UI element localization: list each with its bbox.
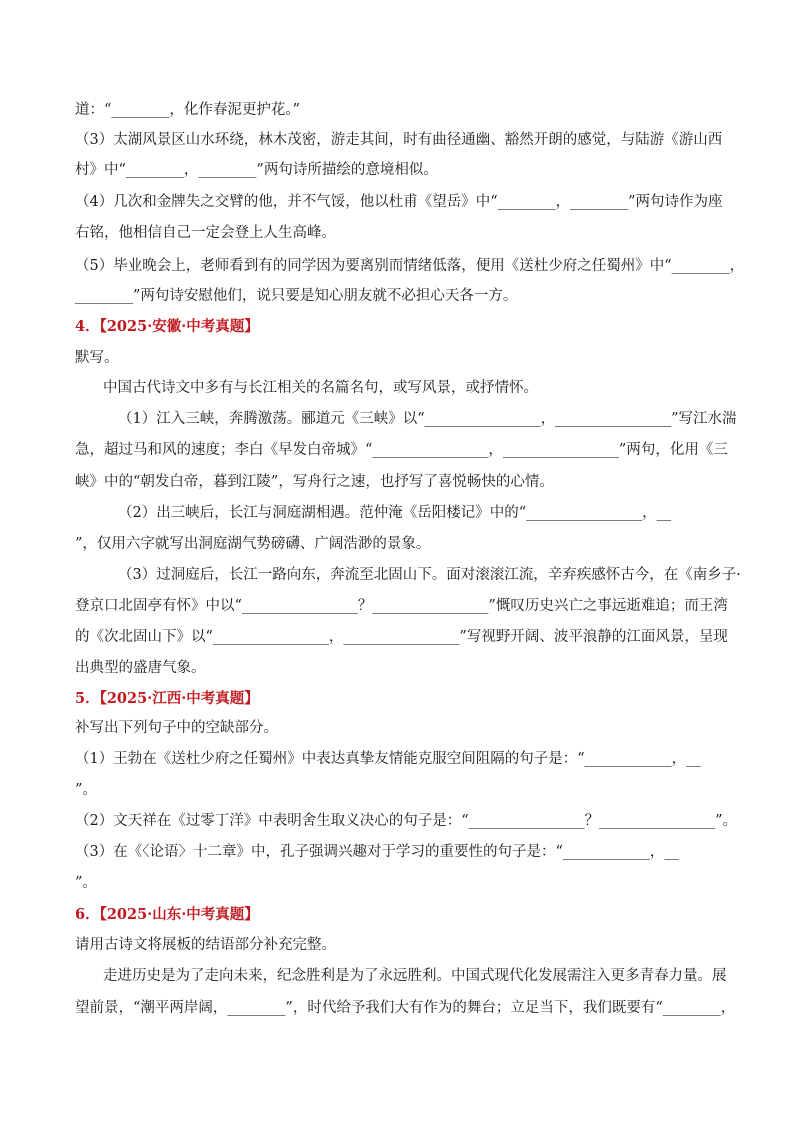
q6-line-2: 望前景，“潮平两岸阔，________”，时代给予我们大有作为的舞台；立足当下，我们既要有“________， [75,1000,736,1016]
q5-line-4: （3）在《〈论语〉十二章》中，孔子强调兴趣对于学习的重要性的句子是：“____________，__ [75,844,679,860]
q6-line-1: 走进历史是为了走向未来，纪念胜利是为了永远胜利。中国式现代化发展需注入更多青春力量。展 [103,968,727,984]
q5-instruction: 补写出下列句子中的空缺部分。 [75,720,278,736]
q4-line-9: 出典型的盛唐气象。 [75,660,206,676]
q4-line-1: （1）江入三峡，奔腾激荡。郦道元《三峡》以“________________，________________”写江水湍 [118,411,737,427]
part3-line-3: 村》中“________，________”两句诗所描绘的意境相似。 [75,162,438,178]
q4-line-4: （2）出三峡后，长江与洞庭湖相遇。范仲淹《岳阳楼记》中的“________________，__ [118,505,672,521]
q6-heading: 6．【2025·山东·中考真题】 [75,906,259,923]
q4-line-2: 急，超过马和风的速度；李白《早发白帝城》“________________，________________”两句，化用《三 [75,442,728,458]
q6-instruction: 请用古诗文将展板的结语部分补充完整。 [75,937,336,953]
q5-line-2: ”。 [75,782,97,798]
part3-line-2: （3）太湖风景区山水环绕，林木茂密，游走其间，时有曲径通幽、豁然开朗的感觉，与陆游《游山西 [75,132,723,148]
q5-line-5: ”。 [75,875,97,891]
q5-line-3: （2）文天祥在《过零丁洋》中表明舍生取义决心的句子是：“________________？________________”。 [75,813,738,829]
part3-line-1: 道：“________，化作春泥更护花。” [75,102,301,118]
q5-line-1: （1）王勃在《送杜少府之任蜀州》中表达真挚友情能克服空间阻隔的句子是：“____________，__ [75,751,701,767]
part3-line-6: （5）毕业晚会上，老师看到有的同学因为要离别而情绪低落，便用《送杜少府之任蜀州》中“________， [75,258,745,274]
q4-line-8: 的《次北固山下》以“________________，________________”写视野开阔、波平浪静的江面风景，呈现 [75,629,728,645]
q4-intro: 中国古代诗文中多有与长江相关的名篇名句，或写风景，或抒情怀。 [103,380,538,396]
part3-line-7: ________”两句诗安慰他们，说只要是知心朋友就不必担心天各一方。 [75,288,518,304]
q4-line-5: ”，仅用六字就写出洞庭湖气势磅礴、广阔浩渺的景象。 [75,536,431,552]
q4-heading: 4．【2025·安徽·中考真题】 [75,318,259,335]
q5-heading: 5．【2025·江西·中考真题】 [75,690,259,707]
part3-line-5: 右铭，他相信自己一定会登上人生高峰。 [75,225,336,241]
part3-line-4: （4）几次和金牌失之交臂的他，并不气馁，他以杜甫《望岳》中“________，________”两句诗作为座 [75,194,723,210]
q4-line-3: 峡》中的“朝发白帝，暮到江陵”，写舟行之速，也抒写了喜悦畅快的心情。 [75,474,554,490]
q4-instruction: 默写。 [75,350,119,366]
q4-line-7: 登京口北固亭有怀》中以“________________？________________”慨叹历史兴亡之事远逝难追；而王湾 [75,598,728,614]
q4-line-6: （3）过洞庭后，长江一路向东，奔流至北固山下。面对滚滚江流，辛弃疾感怀古今，在《南乡子· [118,567,741,583]
